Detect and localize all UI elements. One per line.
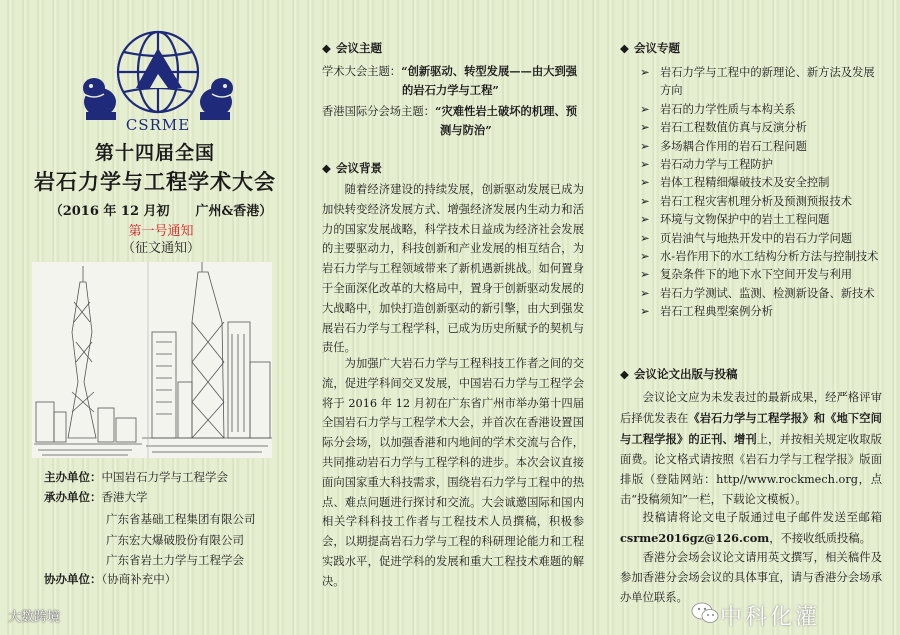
theme-main-value-l1: “创新驱动、转型发展——由大到强	[401, 64, 578, 78]
first-notice: 第一号通知	[128, 224, 194, 239]
background-paragraph-2: 为加强广大岩石力学与工程科技工作者之间的交流，促进学科间交叉发展，中国岩石力学与工程学会将于 2016 年 12 月初在广东省广州市举办第十四届全国岩石力学与工程学术大会，并首次在香港设置国际分会场，以加强香港和内地间的学术交流与合作，共同推动岩石力学与工程学科的进步。本次会议直接面向国家重大科技需求，围绕岩石力学与工程中的热点、难点问题进行探讨和交流。大会诚邀国际和国内相关学科科技工作者与工程技术人员撰稿，积极参会，以期提高岩石力学与工程的科研理论能力和工程实践水平，促进学科的发展和重大工程技术难题的解决。	[322, 357, 584, 588]
arrowhead-icon: ➢	[640, 121, 650, 135]
submission-paragraph: 投稿请将论文电子版通过电子邮件发送至邮箱csrme2016gz@126.com，不接收纸质投稿。	[620, 511, 882, 545]
theme-main	[322, 62, 610, 81]
theme-hk	[322, 102, 610, 121]
topics-heading: ◆ 会议专题	[620, 41, 680, 55]
host-label: 承办单位：	[44, 490, 102, 504]
arrowhead-icon: ➢	[640, 176, 650, 190]
host-value-1: 香港大学	[101, 490, 148, 504]
arrowhead-icon: ➢	[640, 194, 650, 208]
diamond-bullet-icon: ◆	[620, 367, 629, 381]
csrme-logo	[78, 28, 238, 136]
topic-item: ➢ 水-岩作用下的水工结构分析方法与控制技术	[636, 248, 882, 266]
diamond-bullet-icon: ◆	[322, 161, 331, 175]
arrowhead-icon: ➢	[640, 250, 650, 264]
arrowhead-icon: ➢	[640, 213, 650, 227]
city-skyline-sketch	[32, 262, 272, 458]
hk-paragraph: 香港分会场会议论文请用英文撰写，相关稿件及参加香港分会场会议的具体事宜，请与香港分会场承办单位联系。	[620, 551, 882, 604]
host-block	[44, 490, 148, 505]
wechat-icon	[690, 600, 720, 626]
topic-item: ➢ 多场耦合作用的岩石工程问题	[636, 138, 882, 156]
topic-item: ➢ 岩石工程典型案例分析	[636, 303, 882, 321]
arrowhead-icon: ➢	[640, 66, 650, 79]
diamond-bullet-icon: ◆	[620, 41, 629, 55]
host-value-2: 广东省基础工程集团有限公司	[106, 512, 256, 526]
theme-hk-label: 香港国际分会场主题：	[322, 105, 435, 118]
theme-main-value-l2: 的岩石力学与工程”	[402, 83, 499, 97]
topic-item: ➢ 岩石工程数值仿真与反演分析	[636, 119, 882, 137]
arrowhead-icon: ➢	[640, 268, 650, 282]
topic-item: ➢ 复杂条件下的地下水下空间开发与利用	[636, 266, 882, 284]
host-value-3: 广东宏大爆破股份有限公司	[106, 533, 244, 547]
left-lion-icon	[83, 78, 116, 120]
publication-heading: ◆ 会议论文出版与投稿	[620, 367, 738, 381]
topic-item: ➢ 页岩油气与地热开发中的岩石力学问题	[636, 230, 882, 248]
conference-title-line1: 第十四届全国	[94, 142, 215, 164]
co-organizer-label: 协办单位：	[44, 572, 102, 586]
arrowhead-icon: ➢	[640, 102, 650, 116]
diamond-bullet-icon: ◆	[322, 41, 331, 55]
date-location: （2016 年 12 月初 广州&香港）	[49, 204, 273, 219]
arrowhead-icon: ➢	[640, 139, 650, 153]
organizer-label: 主办单位：	[44, 470, 102, 484]
arrowhead-icon: ➢	[640, 286, 650, 300]
topic-item: ➢ 环境与文物保护中的岩土工程问题	[636, 211, 882, 229]
organizer-value: 中国岩石力学与工程学会	[101, 470, 228, 484]
theme-heading: ◆ 会议主题	[322, 41, 382, 55]
topic-item: ➢ 岩体工程精细爆破技术及安全控制	[636, 174, 882, 192]
right-lion-icon	[200, 78, 233, 120]
topics-list	[636, 64, 882, 322]
co-organizer-value: （协商补充中）	[101, 572, 177, 586]
theme-main-label: 学术大会主题：	[322, 65, 402, 78]
organizer-block	[44, 470, 228, 485]
submission-email[interactable]: csrme2016gz@126.com	[620, 531, 770, 545]
publication-paragraph: 会议论文应为未发表过的最新成果，经严格评审后择优发表在《岩石力学与工程学报》和《地下空间与工程学报》的正刊、增刊上，并按相关规定收取版面费。论文格式请按照《岩石力学与工程学报》版面排版（登陆网站：http//www.rockmech.org，点击“投稿须知”一栏，下载论文模板）。	[620, 391, 882, 506]
host-value-4: 广东省岩土力学与工程学会	[106, 553, 244, 567]
background-heading: ◆ 会议背景	[322, 161, 382, 175]
topic-item: ➢ 岩石的力学性质与本构关系	[636, 101, 882, 119]
topic-item: ➢ 岩石工程灾害机理分析及预测预报技术	[636, 193, 882, 211]
logo-text: CSRME	[125, 116, 191, 134]
topic-item: ➢ 岩石力学与工程中的新理论、新方法及发展方向	[640, 66, 875, 98]
co-organizer-block	[44, 572, 176, 587]
arrowhead-icon: ➢	[640, 305, 650, 319]
call-for-papers: （征文通知）	[121, 241, 200, 256]
watermark-right: 中科化灌	[720, 605, 821, 630]
theme-hk-value-l2: 测与防治”	[440, 123, 492, 137]
arrowhead-icon: ➢	[640, 158, 650, 172]
watermark-left: 大数跨境	[8, 610, 61, 625]
arrowhead-icon: ➢	[640, 231, 650, 245]
theme-hk-value-l1: “灾难性岩土破坏的机理、预	[434, 104, 578, 118]
topic-item: ➢ 岩石动力学与工程防护	[636, 156, 882, 174]
background-paragraph-1: 随着经济建设的持续发展，创新驱动发展已成为加快转变经济发展方式、增强经济发展内生动力和活力的国家发展战略，科学技术日益成为经济社会发展的主要驱动力，科技创新和产业发展的相互结合，为岩石力学与工程领域带来了新机遇新挑战。如何置身于全面深化改革的大格局中，置身于创新驱动发展的大战略中，加快打造创新驱动的新引擎，由大到强发展岩石力学与工程学科，已成为历史所赋予的契机与责任。	[322, 183, 584, 355]
topic-item: ➢ 岩石力学测试、监测、检测新设备、新技术	[636, 285, 882, 303]
conference-title-line2: 岩石力学与工程学术大会	[34, 170, 276, 194]
